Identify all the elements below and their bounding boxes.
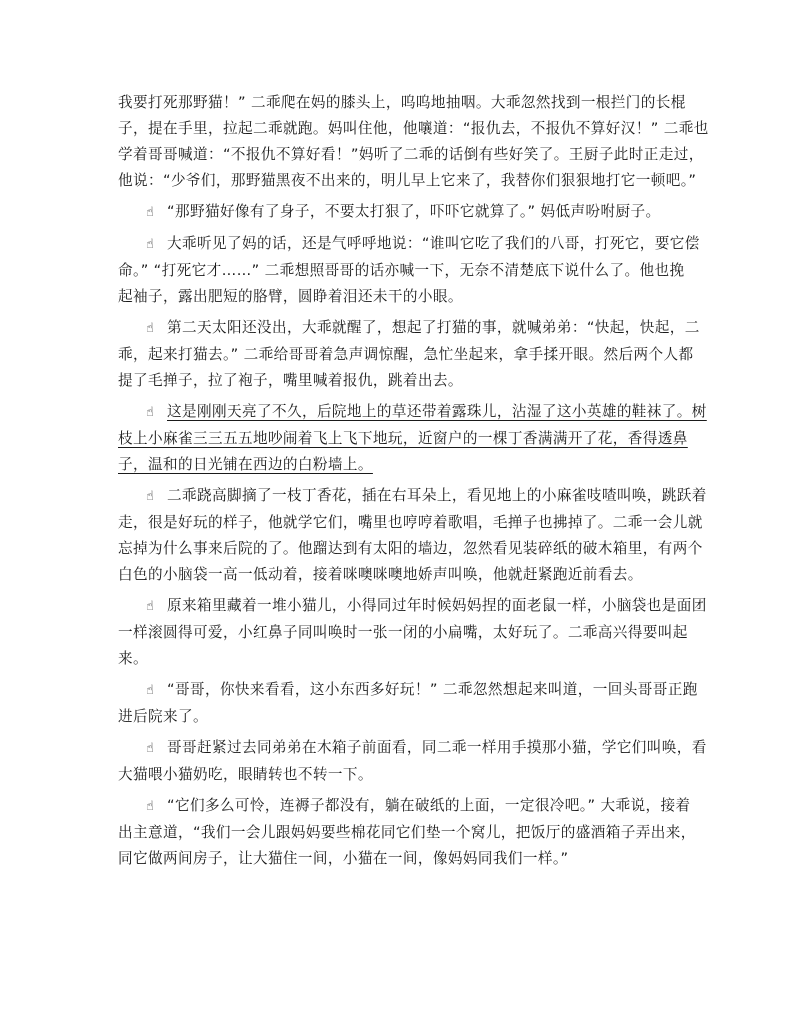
line-text: 同它做两间房子，让大猫住一间，小猫在一间，像妈妈同我们一样。” [118,850,569,867]
text-line [118,620,688,646]
text-line [118,536,703,562]
annotation-hand-icon: ☝ [146,683,155,698]
line-text: 他说：“少爷们，那野猫黑夜不出来的，明儿早上它来了，我替你们狠狠地打它一顿吧。” [118,172,697,189]
text-line [118,846,678,872]
paragraph [118,793,696,872]
annotation-hand-icon: ☝ [146,405,155,420]
paragraph [118,315,700,394]
paragraph [118,90,709,194]
line-text: 学着哥哥喊道：“不报仇不算好看！”妈听了二乖的话倒有些好笑了。王厨子此时正走过， [118,146,704,163]
paragraph [118,735,707,788]
line-text: 提了毛掸子，拉了袍子，嘴里喊着报仇，跳着出去。 [118,372,463,389]
line-text: 起袖子，露出肥短的胳臂，圆睁着泪还未干的小眼。 [118,288,463,305]
line-text: 第二天太阳还没出，大乖就醒了，想起了打猫的事，就喊弟弟：“快起，快起，二 [167,319,700,336]
text-line [118,168,697,194]
line-text: 进后院来了。 [118,708,208,725]
annotation-hand-icon: ☝ [146,741,155,756]
line-text: 二乖跷高脚摘了一枝丁香花，插在右耳朵上，看见地上的小麻雀吱喳叫唤，跳跃着 [167,487,707,504]
text-line [118,315,700,342]
paragraph [118,199,678,226]
paragraph [118,399,707,478]
line-text: 大乖听见了妈的话，还是气呼呼地说：“谁叫它吃了我们的八哥，打死它，要它偿 [167,235,700,252]
text-line [118,426,688,452]
text-line [118,258,685,284]
paragraph [118,231,700,310]
annotation-hand-icon: ☝ [146,489,155,504]
text-line [118,368,678,394]
line-text: 大猫喂小猫奶吃，眼睛转也不转一下。 [118,766,373,783]
text-line [118,704,678,730]
annotation-hand-icon: ☝ [146,205,155,220]
line-text: 命。” “打死它才……” 二乖想照哥哥的话亦喊一下，无奈不清楚底下说什么了。他也挽 [118,262,685,279]
annotation-hand-icon: ☝ [146,321,155,336]
text-line [118,399,707,426]
text-line [118,199,678,226]
line-text: 一样滚圆得可爱，小红鼻子同叫唤时一张一闭的小扁嘴，太好玩了。二乖高兴得要叫起 [118,624,688,641]
line-text: 原来箱里藏着一堆小猫儿，小得同过年时候妈妈捏的面老鼠一样，小脑袋也是面团 [167,597,707,614]
line-text: 走，很是好玩的样子，他就学它们，嘴里也哼哼着歌唱，毛掸子也拂掉了。二乖一会儿就 [118,514,703,531]
annotation-hand-icon: ☝ [146,799,155,814]
line-text: “它们多么可怜，连褥子都没有，躺在破纸的上面，一定很冷吧。” 大乖说，接着 [167,797,691,814]
text-line [118,735,707,762]
text-line [118,483,707,510]
text-line [118,510,703,536]
text-line [118,231,700,258]
text-line [118,452,678,478]
line-text: 我要打死那野猫！” 二乖爬在妈的膝头上，呜呜地抽咽。大乖忽然找到一根拦门的长棍 [118,94,686,111]
text-line [118,342,694,368]
line-text: 子，提在手里，拉起二乖就跑。妈叫住他，他嚷道：“报仇去，不报仇不算好汉！” 二乖也 [118,120,709,137]
annotation-hand-icon: ☝ [146,237,155,252]
line-text: 哥哥赶紧过去同弟弟在木箱子前面看，同二乖一样用手摸那小猫，学它们叫唤，看 [167,739,707,756]
text-line [118,820,696,846]
text-line [118,142,704,168]
text-line [118,593,707,620]
line-text: “那野猫好像有了身子，不要太打狠了，吓吓它就算了。” 妈低声吩咐厨子。 [167,203,661,220]
paragraph [118,483,707,588]
text-line [118,562,678,588]
line-text: 子，温和的日光铺在西边的白粉墙上。 [118,456,373,473]
paragraph [118,593,707,672]
text-line [118,284,678,310]
text-line [118,90,686,116]
text-line [118,646,678,672]
line-text: 白色的小脑袋一高一低动着，接着咪噢咪噢地娇声叫唤，他就赶紧跑近前看去。 [118,566,643,583]
paragraph [118,677,698,730]
text-line [118,793,691,820]
line-text: 来。 [118,650,148,667]
line-text: 出主意道，“我们一会儿跟妈妈要些棉花同它们垫一个窝儿，把饭厅的盛酒箱子弄出来， [118,824,696,841]
line-text: 枝上小麻雀三三五五地吵闹着飞上飞下地玩，近窗户的一棵丁香满满开了花，香得透鼻 [118,430,688,447]
line-text: 忘掉为什么事来后院的了。他蹓达到有太阳的墙边，忽然看见装碎纸的破木箱里，有两个 [118,540,703,557]
text-line [118,116,709,142]
text-line [118,677,698,704]
line-text: 乖，起来打猫去。” 二乖给哥哥着急声调惊醒，急忙坐起来，拿手揉开眼。然后两个人都 [118,346,694,363]
line-text: 这是刚刚天亮了不久，后院地上的草还带着露珠儿，沾湿了这小英雄的鞋袜了。树 [167,403,707,420]
story-text [118,90,709,877]
annotation-hand-icon: ☝ [146,599,155,614]
text-line [118,762,678,788]
line-text: “哥哥，你快来看看，这小东西多好玩！” 二乖忽然想起来叫道，一回头哥哥正跑 [167,681,698,698]
